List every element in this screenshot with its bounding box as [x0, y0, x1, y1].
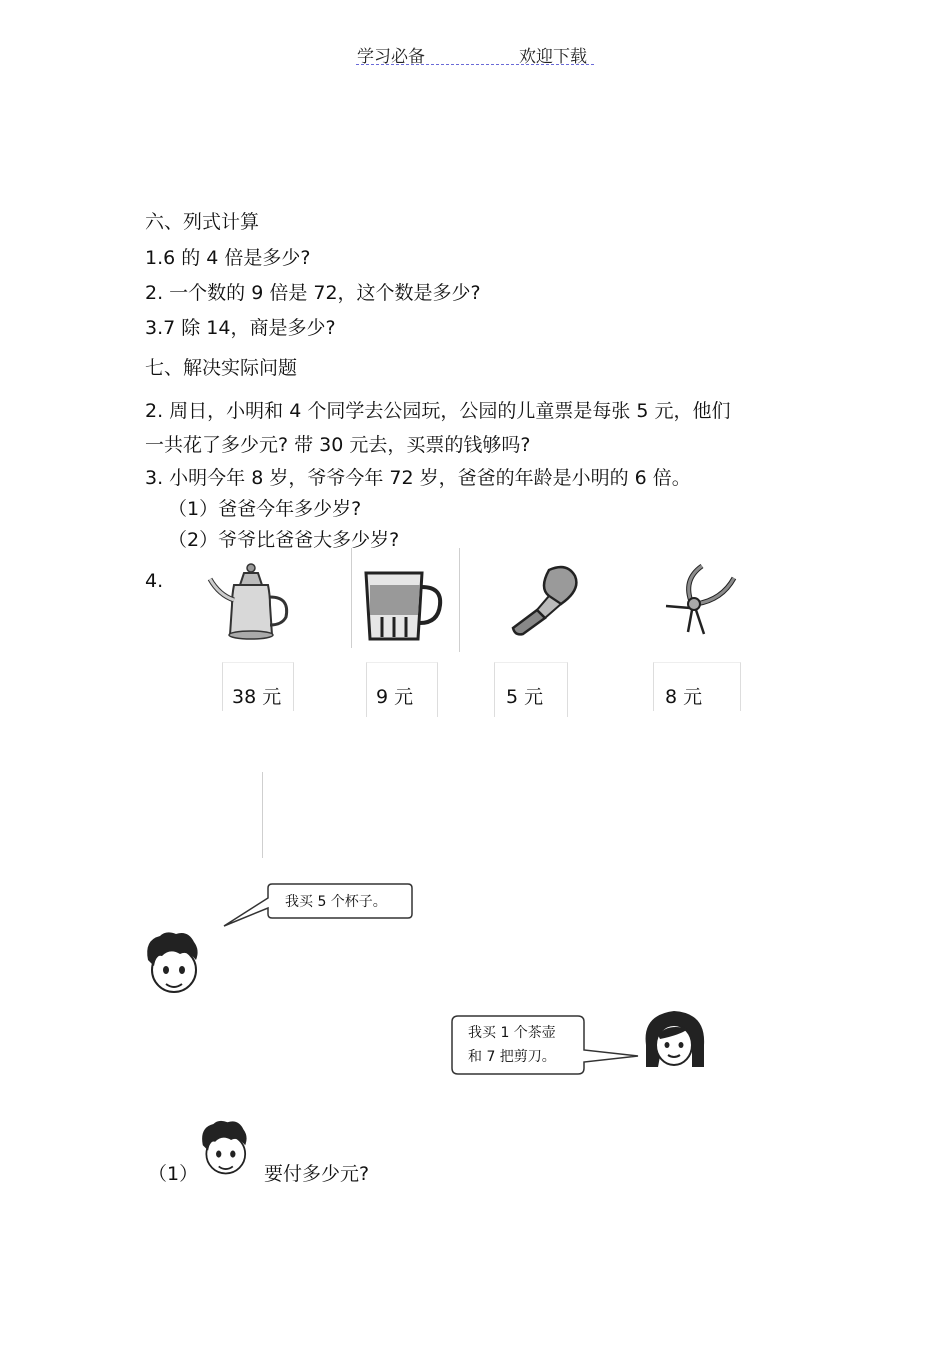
- header-right: 欢迎下载: [519, 47, 587, 67]
- price-label: 8 元: [665, 686, 703, 708]
- girl-speech-text-line2: 和 7 把剪刀。: [468, 1049, 556, 1065]
- section7-title: 七、解决实际问题: [145, 357, 298, 379]
- divider-line: [459, 548, 460, 652]
- cup-icon: [360, 565, 450, 649]
- divider-line: [262, 772, 263, 858]
- q4-label: 4.: [145, 570, 164, 592]
- section6-item-1: 1.6 的 4 倍是多少?: [145, 247, 311, 269]
- header-divider: [356, 64, 594, 65]
- scissors-icon: [662, 560, 742, 644]
- girl-speech-text-line1: 我买 1 个茶壶: [468, 1025, 556, 1041]
- q2-line1: 2. 周日，小明和 4 个同学去公园玩，公园的儿童票是每张 5 元，他们: [145, 400, 731, 422]
- header-left: 学习必备: [357, 47, 425, 67]
- question-1-text: 要付多少元?: [264, 1163, 370, 1185]
- q3-sub2: （2）爷爷比爸爸大多少岁?: [168, 529, 400, 551]
- section6-item-2: 2. 一个数的 9 倍是 72，这个数是多少?: [145, 282, 481, 304]
- teapot-icon: [204, 555, 294, 649]
- price-label: 9 元: [376, 686, 414, 708]
- section6-item-3: 3.7 除 14，商是多少?: [145, 317, 336, 339]
- section6-title: 六、列式计算: [145, 211, 260, 233]
- price-label: 5 元: [506, 686, 544, 708]
- boy-avatar-small: [194, 1117, 254, 1181]
- shovel-icon: [505, 562, 585, 646]
- boy-speech-text: 我买 5 个杯子。: [285, 894, 387, 910]
- q3-text: 3. 小明今年 8 岁，爷爷今年 72 岁，爸爸的年龄是小明的 6 倍。: [145, 467, 691, 489]
- question-1-label: （1）: [148, 1163, 199, 1185]
- boy-avatar: [140, 928, 204, 1000]
- q2-line2: 一共花了多少元? 带 30 元去，买票的钱够吗?: [145, 434, 531, 456]
- q3-sub1: （1）爸爸今年多少岁?: [168, 498, 362, 520]
- divider-line: [351, 548, 352, 648]
- price-label: 38 元: [232, 686, 282, 708]
- girl-avatar: [640, 1005, 710, 1075]
